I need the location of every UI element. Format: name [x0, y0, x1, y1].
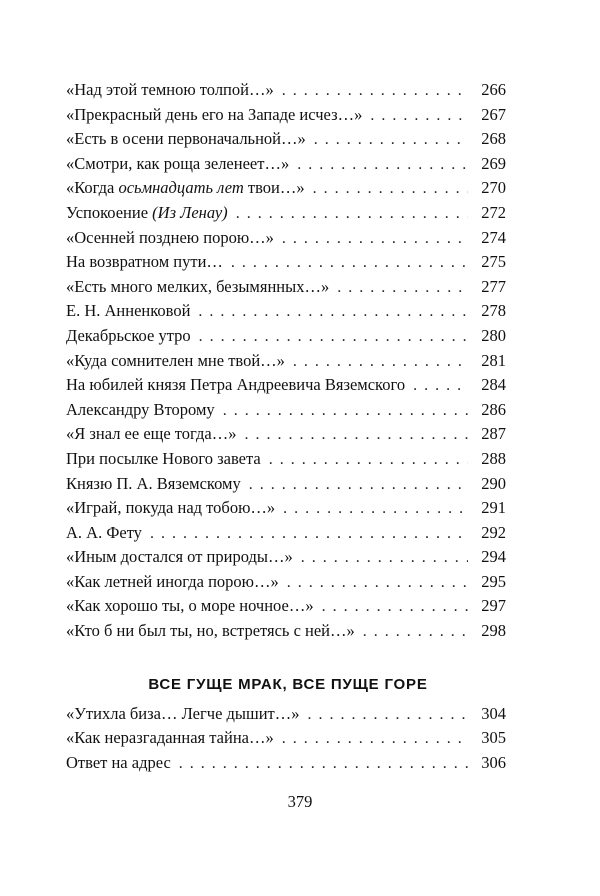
toc-entry-title-text: Е. Н. Анненковой	[66, 301, 191, 321]
toc-entry-title-text: Декабрьское утро	[66, 325, 191, 345]
dot-leader	[150, 522, 468, 547]
toc-entry-page-number: 278	[481, 301, 506, 321]
page-number: 379	[287, 792, 313, 811]
toc-entry-page-number: 266	[481, 80, 506, 99]
toc-entry-title	[66, 702, 300, 727]
toc-entry-title	[66, 275, 329, 300]
toc-entry-title	[66, 127, 306, 152]
toc-entry-title	[66, 152, 289, 177]
dot-leader	[313, 177, 468, 202]
toc-entry-title-text: Успокоение	[66, 202, 153, 222]
dot-leader	[370, 104, 468, 129]
toc-entry-page-number: 267	[481, 104, 506, 124]
toc-entry-page-number: 286	[481, 399, 506, 419]
toc-entry-page-number: 277	[481, 276, 506, 296]
toc-entry-page-number: 292	[481, 522, 506, 542]
dot-leader	[287, 571, 468, 596]
toc-entry-title	[66, 349, 285, 374]
toc-entry-title-text: «Играй, покуда над тобою…»	[66, 498, 276, 518]
toc-entry	[66, 373, 506, 398]
toc-entry-page-number: 294	[481, 547, 506, 567]
dot-leader	[223, 399, 468, 424]
toc-entry-title	[66, 373, 405, 398]
toc-entry-title	[66, 299, 190, 324]
toc-entry	[66, 201, 506, 226]
toc-entry	[66, 324, 506, 349]
toc-entry-title	[66, 447, 261, 472]
toc-entry	[66, 594, 506, 619]
toc-entry-title-text: «Куда сомнителен мне твой…»	[66, 350, 285, 370]
dot-leader	[199, 325, 468, 350]
dot-leader	[269, 448, 468, 473]
dot-leader	[283, 497, 468, 522]
dot-leader	[314, 128, 468, 153]
toc-entry-title	[66, 594, 314, 619]
toc-entry-title-text: «Иным достался от природы…»	[66, 547, 293, 567]
toc-entry	[66, 496, 506, 521]
toc-entry	[66, 726, 506, 751]
toc-entry-title	[66, 176, 305, 201]
toc-entry	[66, 422, 506, 447]
toc-entry-page-number: 284	[481, 375, 506, 395]
toc-entry	[66, 447, 506, 472]
toc-entry-page-number: 306	[481, 752, 506, 772]
toc-entry-title-text: «Я знал ее еще тогда…»	[66, 424, 237, 444]
toc-entry-page-number: 287	[481, 424, 506, 444]
toc-entry	[66, 226, 506, 251]
toc-entry-title	[66, 78, 274, 103]
toc-entry-title-text: А. А. Фету	[66, 522, 142, 542]
toc-list-part-1	[66, 78, 506, 644]
table-of-contents	[66, 78, 506, 775]
toc-entry-page-number: 295	[481, 571, 506, 591]
section-heading: ВСЕ ГУЩЕ МРАК, ВСЕ ПУЩЕ ГОРЕ	[148, 675, 428, 693]
toc-entry-title-text: Ответ на адрес	[66, 752, 171, 772]
toc-entry-title-text: «Как хорошо ты, о море ночное…»	[66, 596, 314, 616]
toc-entry-title	[66, 521, 142, 546]
dot-leader	[179, 752, 468, 777]
toc-entry	[66, 127, 506, 152]
toc-entry-title	[66, 570, 279, 595]
toc-entry	[66, 398, 506, 423]
toc-entry-page-number: 291	[481, 498, 506, 518]
toc-entry-title-text: Александру Второму	[66, 399, 215, 419]
toc-entry-title-italic: осьмнадцать лет	[118, 178, 244, 198]
toc-entry-page-number: 290	[481, 473, 506, 493]
toc-entry	[66, 521, 506, 546]
dot-leader	[308, 703, 469, 728]
toc-entry-title	[66, 201, 228, 226]
dot-leader	[363, 620, 468, 645]
toc-entry-title-text: На юбилей князя Петра Андреевича Вяземского	[66, 375, 406, 395]
toc-entry-title-text: «Над этой темною толпой…»	[66, 80, 274, 99]
toc-entry-title-text: Князю П. А. Вяземскому	[66, 473, 241, 493]
toc-entry-title-italic: (Из Ленау)	[152, 202, 228, 222]
dot-leader	[282, 727, 468, 752]
toc-entry	[66, 472, 506, 497]
toc-entry-title	[66, 250, 223, 275]
toc-entry-title-text: При посылке Нового завета	[66, 448, 261, 468]
toc-entry	[66, 299, 506, 324]
dot-leader	[413, 374, 468, 399]
dot-leader	[337, 276, 468, 301]
toc-entry-page-number: 288	[481, 448, 506, 468]
toc-list-part-2	[66, 702, 506, 776]
toc-entry-page-number: 268	[481, 129, 506, 149]
toc-entry-title-text: На возвратном пути…	[66, 252, 223, 272]
toc-entry	[66, 349, 506, 374]
dot-leader	[301, 546, 468, 571]
dot-leader	[293, 350, 468, 375]
toc-entry-page-number: 274	[481, 227, 506, 247]
dot-leader	[249, 473, 468, 498]
toc-entry-title-text: «Кто б ни был ты, но, встретясь с ней…»	[66, 621, 355, 641]
toc-entry	[66, 152, 506, 177]
toc-entry-title	[66, 398, 215, 423]
toc-entry-title-text: «Как летней иногда порою…»	[66, 571, 279, 591]
toc-entry-title	[66, 226, 274, 251]
toc-entry-title	[66, 751, 171, 776]
toc-entry-title	[66, 472, 241, 497]
toc-entry-title	[66, 726, 274, 751]
toc-entry-title	[66, 545, 293, 570]
dot-leader	[231, 251, 468, 276]
dot-leader	[282, 227, 468, 252]
toc-entry-title	[66, 422, 236, 447]
toc-entry	[66, 250, 506, 275]
toc-entry-page-number: 270	[481, 178, 506, 198]
toc-entry-title	[66, 103, 362, 128]
toc-entry-title-text: «Есть в осени первоначальной…»	[66, 129, 306, 149]
toc-entry-page-number: 298	[481, 621, 506, 641]
dot-leader	[236, 202, 468, 227]
toc-entry	[66, 570, 506, 595]
toc-entry-title-text-end: твои…»	[243, 178, 305, 198]
toc-entry-page-number: 275	[481, 252, 506, 272]
toc-entry-title-text: «Как неразгаданная тайна…»	[66, 728, 274, 748]
toc-entry	[66, 275, 506, 300]
toc-entry	[66, 751, 506, 776]
dot-leader	[198, 300, 468, 325]
toc-entry-title-text: «Когда	[66, 178, 119, 198]
toc-entry	[66, 78, 506, 103]
toc-entry-title-text: «Есть много мелких, безымянных…»	[66, 276, 330, 296]
toc-entry-page-number: 297	[481, 596, 506, 616]
toc-entry-page-number: 280	[481, 325, 506, 345]
toc-entry-page-number: 269	[481, 153, 506, 173]
toc-entry-page-number: 305	[481, 728, 506, 748]
toc-entry	[66, 103, 506, 128]
toc-entry-title-text: «Осенней позднею порою…»	[66, 227, 274, 247]
toc-entry-title	[66, 619, 355, 644]
toc-entry	[66, 545, 506, 570]
toc-entry	[66, 619, 506, 644]
toc-entry-page-number: 304	[481, 703, 506, 723]
toc-entry-title-text: «Смотри, как роща зеленеет…»	[66, 153, 290, 173]
dot-leader	[322, 595, 468, 620]
toc-entry-title-text: «Прекрасный день его на Западе исчез…»	[66, 104, 363, 124]
toc-entry-page-number: 272	[481, 202, 506, 222]
toc-entry-title	[66, 324, 191, 349]
dot-leader	[282, 79, 468, 104]
toc-entry	[66, 702, 506, 727]
toc-entry-title-text: «Утихла биза… Легче дышит…»	[66, 703, 300, 723]
toc-entry-title	[66, 496, 275, 521]
dot-leader	[244, 423, 468, 448]
toc-entry-page-number: 281	[481, 350, 506, 370]
dot-leader	[297, 153, 468, 178]
toc-entry	[66, 176, 506, 201]
